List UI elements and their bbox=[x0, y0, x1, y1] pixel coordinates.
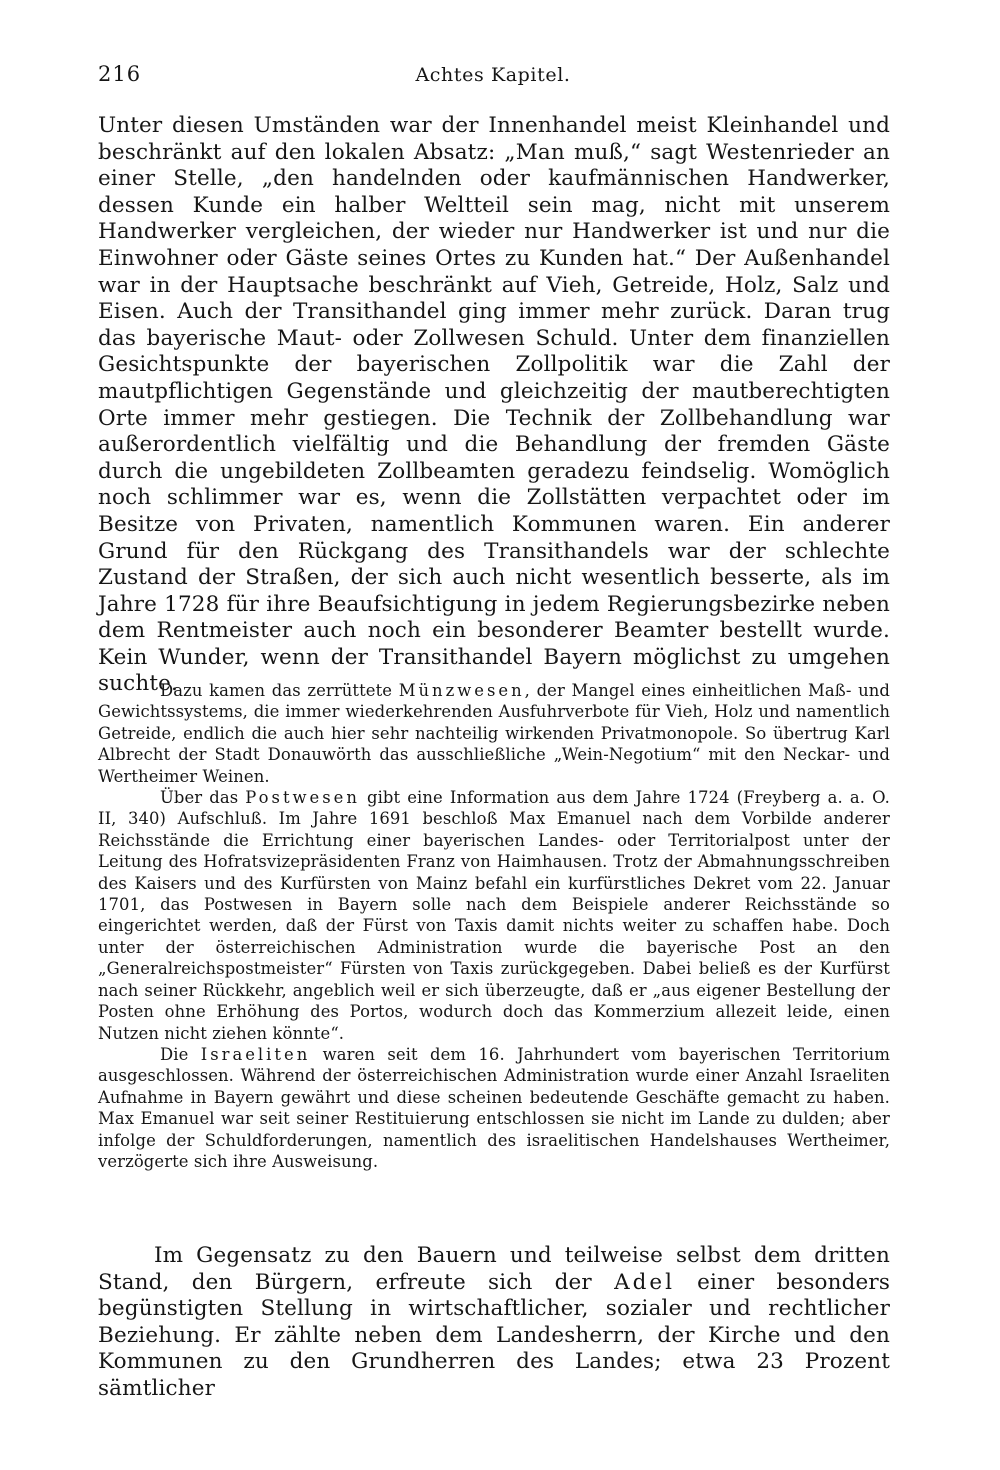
body-paragraph-2-text-pre: Im Gegensatz zu den Bauern und teilweise selbst dem dritten Stand, den Bürgern, erfreute sich der bbox=[98, 1243, 890, 1295]
body-paragraph-2-text-post: einer besonders begünstigten Stellung in wirtschaftlicher, sozialer und rechtlicher Beziehung. Er zählte neben dem Landesherrn, der Kirche und den Kommunen zu den Grundherren des Landes; etwa 23 Prozent sämtlicher bbox=[98, 1269, 891, 1401]
body-paragraph-2 bbox=[98, 1243, 890, 1403]
small-paragraph-3-text-post: waren seit dem 16. Jahrhundert vom bayerischen Territorium ausgeschlossen. Während der österreichischen Administration wurde einer Anzahl Israeliten Aufnahme in Bayern gewährt und diese scheinen bedeutende Geschäfte gemacht zu haben. Max Emanuel war seit seiner Restituierung entschlossen sie nicht im Lande zu dulden; aber infolge der Schuldforderungen, namentlich des israelitischen Handelshauses Wertheimer, verzögerte sich ihre Ausweisung. bbox=[98, 1044, 890, 1171]
footnote-block bbox=[98, 680, 890, 1172]
small-paragraph-2-emphasis: Postwesen bbox=[245, 788, 360, 808]
body-paragraph-2-emphasis: Adel bbox=[614, 1269, 675, 1295]
running-head: Achtes Kapitel. bbox=[415, 64, 571, 86]
small-paragraph-2-text-post: gibt eine Information aus dem Jahre 1724 (Freyberg a. a. O. II, 340) Aufschluß. Im Jahre 1691 beschloß Max Emanuel nach dem Vorbilde anderer Reichsstände die Errichtung einer bayerischen Landes- oder Territorialpost unter der Leitung des Hofratsvizepräsidenten Franz von Haimhausen. Trotz der Abmahnungsschreiben des Kaisers und des Kurfürsten von Mainz befahl ein kurfürstliches Dekret vom 22. Januar 1701, das Postwesen in Bayern solle nach dem Beispiele anderer Reichsstände so eingerichtet werden, daß der Fürst von Taxis damit nichts weiter zu schaffen habe. Doch unter der österreichischen Administration wurde die bayerische Post an den „Generalreichspostmeister“ Fürsten von Taxis zurückgegeben. Dabei beließ es der Kurfürst nach seiner Rückkehr, angeblich weil er sich überzeugte, daß er „aus eigener Bestellung der Posten ohne Erhöhung des Portos, wodurch doch das Kommerzium allezeit leide, einen Nutzen nicht ziehen könnte“. bbox=[98, 788, 890, 1043]
small-paragraph-2-text-pre: Über das bbox=[160, 788, 246, 808]
small-paragraph-1-emphasis: Münzwesen bbox=[398, 681, 525, 700]
page-number: 216 bbox=[98, 62, 142, 86]
small-paragraph-israeliten bbox=[98, 1044, 890, 1172]
small-paragraph-muenzwesen bbox=[98, 680, 890, 787]
small-paragraph-1-text-pre: Dazu kamen das zerrüttete bbox=[160, 681, 399, 700]
small-paragraph-postwesen bbox=[98, 787, 890, 1044]
page-header bbox=[98, 62, 888, 92]
body-paragraph-1: Unter diesen Umständen war der Innenhandel meist Kleinhandel und beschränkt auf den lokalen Absatz: „Man muß,“ sagt Westenrieder an einer Stelle, „den handelnden oder kaufmännischen Handwerker, dessen Kunde ein halber Weltteil sein mag, nicht mit unserem Handwerker vergleichen, der wieder nur Handwerker ist und nur die Einwohner oder Gäste seines Ortes zu Kunden hat.“ Der Außenhandel war in der Hauptsache beschränkt auf Vieh, Getreide, Holz, Salz und Eisen. Auch der Transithandel ging immer mehr zurück. Daran trug das bayerische Maut- oder Zollwesen Schuld. Unter dem finanziellen Gesichtspunkte der bayerischen Zollpolitik war die Zahl der mautpflichtigen Gegenstände und gleichzeitig der mautberechtigten Orte immer mehr gestiegen. Die Technik der Zollbehandlung war außerordentlich vielfältig und die Behandlung der fremden Gäste durch die ungebildeten Zollbeamten geradezu feindselig. Womöglich noch schlimmer war es, wenn die Zollstätten verpachtet oder im Besitze von Privaten, namentlich Kommunen waren. Ein anderer Grund für den Rückgang des Transithandels war der schlechte Zustand der Straßen, der sich auch nicht wesentlich besserte, als im Jahre 1728 für ihre Beaufsichtigung in jedem Regierungsbezirke neben dem Rentmeister auch noch ein besonderer Beamter bestellt wurde. Kein Wunder, wenn der Transithandel Bayern möglichst zu umgehen suchte. bbox=[98, 113, 890, 697]
small-paragraph-1-text-post: , der Mangel eines einheitlichen Maß- und Gewichtssystems, die immer wiederkehrenden Ausfuhrverbote für Vieh, Holz und namentlich Getreide, endlich die auch hier sehr nachteilig wirkenden Privatmonopole. So übertrug Karl Albrecht der Stadt Donauwörth das ausschließliche „Wein-Negotium“ mit den Neckar- und Wertheimer Weinen. bbox=[98, 681, 890, 786]
small-paragraph-3-text-pre: Die bbox=[160, 1044, 201, 1064]
small-paragraph-3-emphasis: Israeliten bbox=[200, 1044, 311, 1064]
